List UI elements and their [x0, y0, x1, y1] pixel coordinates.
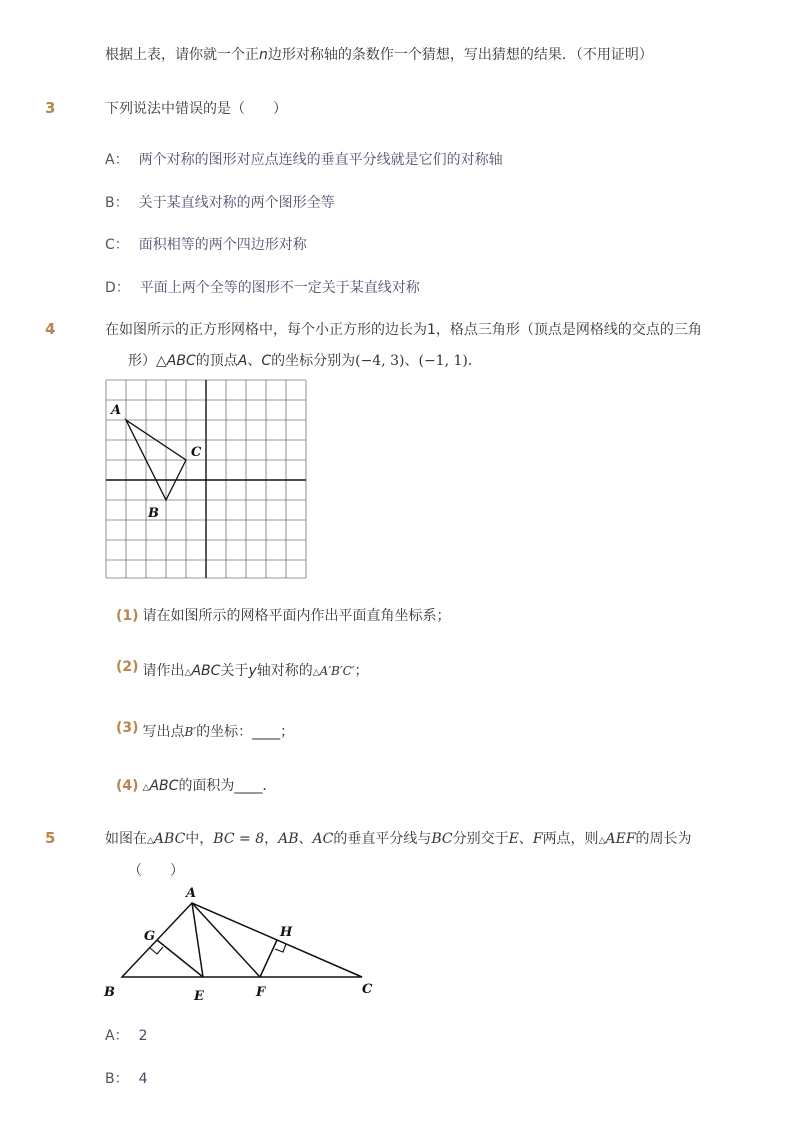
q3-option-a[interactable]: A： 两个对称的图形对应点连线的垂直平分线就是它们的对称轴	[105, 152, 503, 168]
q4-sub-3: (3) 写出点B′的坐标：____；	[116, 720, 295, 740]
q5-option-a[interactable]: A： 2	[105, 1028, 148, 1044]
q3-option-c[interactable]: C： 面积相等的两个四边形对称	[105, 237, 307, 253]
point-label-e: E	[194, 989, 204, 1004]
question-4-stem-line1: 在如图所示的正方形网格中，每个小正方形的边长为1，格点三角形（顶点是网格线的交点的三角	[105, 322, 702, 338]
question-number-4: 4	[45, 320, 56, 338]
axes-lines	[106, 380, 306, 578]
q3-option-b[interactable]: B： 关于某直线对称的两个图形全等	[105, 195, 335, 211]
point-label-c: C	[362, 982, 373, 997]
q3-option-d[interactable]: D： 平面上两个全等的图形不一定关于某直线对称	[105, 280, 420, 296]
bisector-ge	[157, 940, 203, 977]
right-angle-h	[275, 944, 286, 952]
segment-af	[192, 903, 260, 977]
point-label-g: G	[144, 929, 156, 944]
point-label-b: B	[104, 985, 115, 1000]
q4-sub-2: (2) 请作出△ABC关于y轴对称的△A′B′C′；	[116, 659, 369, 679]
vertex-label-b: B	[148, 506, 159, 521]
q5-option-b[interactable]: B： 4	[105, 1071, 148, 1087]
point-label-a: A	[186, 886, 197, 901]
question-5-stem: 如图在△ABC中，BC = 8，AB、AC的垂直平分线与BC分别交于E、F两点，则△AEF的周长为	[105, 831, 692, 847]
question-4-stem-line2: 形）△ABC的顶点A、C的坐标分别为(−4, 3)、(−1, 1)．	[128, 353, 482, 369]
vertex-label-a: A	[111, 403, 122, 418]
triangle-figure	[100, 880, 390, 1010]
point-label-h: H	[280, 925, 293, 940]
question-5-paren: （ ）	[128, 863, 184, 879]
grid-figure	[100, 378, 310, 582]
right-angle-g	[150, 947, 163, 954]
question-number-5: 5	[45, 829, 56, 847]
intro-text: 根据上表，请你就一个正n边形对称轴的条数作一个猜想，写出猜想的结果．（不用证明）	[105, 47, 653, 63]
q4-sub-4: (4) △ABC的面积为____．	[116, 778, 277, 794]
question-number-3: 3	[45, 99, 56, 117]
q4-sub-1: (1) 请在如图所示的网格平面内作出平面直角坐标系；	[116, 608, 451, 624]
bisector-hf	[260, 940, 277, 977]
question-3-stem: 下列说法中错误的是（ ）	[105, 101, 287, 117]
point-label-f: F	[256, 985, 266, 1000]
vertex-label-c: C	[191, 445, 202, 460]
